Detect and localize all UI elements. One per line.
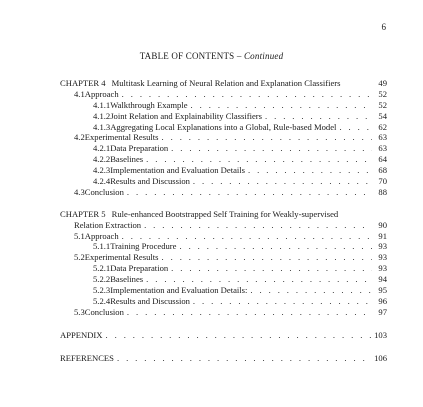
toc-entry[interactable] [60,252,387,263]
toc-entry[interactable] [60,143,387,154]
chapter-number: CHAPTER 5 [60,208,106,219]
toc-entry[interactable] [60,274,387,285]
chapter-title-cont: Relation Extraction [74,219,142,230]
toc-entry[interactable] [60,176,387,187]
chapter-page: 90 [378,219,387,230]
entry-title: Conclusion [84,186,124,197]
entry-page: 64 [378,154,387,165]
chapter-5-entries [60,231,387,318]
entry-number: 4.2.4 [93,176,111,187]
leader-dots [248,165,372,176]
leader-dots [191,100,372,111]
entry-title: Walkthrough Example [110,99,188,110]
entry-title: Joint Relation and Explainability Classifiers [110,110,262,121]
toc-entry[interactable] [60,165,387,176]
entry-number: 4.1.3 [93,121,111,132]
entry-title: Conclusion [84,306,124,317]
toc-chapter-5-cont[interactable] [60,220,387,231]
entry-number: 5.1.1 [93,241,111,252]
toc-entry[interactable] [60,111,387,122]
entry-page: 63 [378,143,387,154]
entry-number: 4.2.3 [93,165,111,176]
leader-dots [127,187,372,198]
leader-dots [193,176,372,187]
entry-title: Training Procedure [110,241,177,252]
entry-title: Data Preparation [110,263,169,274]
table-of-contents [60,78,387,363]
chapter-4-entries [60,89,387,198]
leader-dots [127,307,372,318]
appendix-title: APPENDIX [60,329,103,340]
spacer [60,318,387,330]
entry-page: 62 [378,121,387,132]
entry-title: Implementation and Evaluation Details: [110,285,248,296]
toc-entry[interactable] [60,100,387,111]
entry-page: 52 [378,88,387,99]
toc-entry[interactable] [60,89,387,100]
toc-references[interactable] [60,353,387,364]
entry-page: 96 [378,295,387,306]
toc-entry[interactable] [60,122,387,133]
leader-dots [162,252,373,263]
entry-page: 68 [378,165,387,176]
toc-entry[interactable] [60,154,387,165]
entry-number: 4.1 [74,88,85,99]
toc-entry[interactable] [60,241,387,252]
toc-entry[interactable] [60,296,387,307]
entry-page: 54 [378,110,387,121]
entry-title: Experimental Results [84,132,159,143]
toc-chapter-5[interactable] [60,209,387,220]
entry-title: Approach [84,230,119,241]
entry-title: Results and Discussion [110,295,190,306]
leader-dots [179,241,372,252]
entry-page: 95 [378,285,387,296]
entry-page: 63 [378,132,387,143]
entry-title: Implementation and Evaluation Details [110,165,246,176]
entry-number: 5.2.2 [93,274,111,285]
entry-number: 4.2.2 [93,154,111,165]
entry-page: 70 [378,176,387,187]
entry-title: Approach [84,88,119,99]
entry-page: 91 [378,230,387,241]
entry-page: 52 [378,99,387,110]
leader-dots [193,296,372,307]
spacer [60,198,387,209]
entry-number: 4.2.1 [93,143,111,154]
title-continued: Continued [243,51,284,61]
entry-title: Baselines [110,154,144,165]
entry-number: 4.2 [74,132,85,143]
leader-dots [265,111,372,122]
entry-number: 5.2 [74,252,85,263]
chapter-page: 49 [378,78,387,88]
spacer [60,341,387,353]
leader-dots [122,89,372,100]
toc-chapter-4[interactable] [60,78,387,89]
entry-page: 93 [378,241,387,252]
entry-number: 4.1.1 [93,99,111,110]
toc-entry[interactable] [60,231,387,242]
entry-title: Baselines [110,274,144,285]
appendix-page: 103 [374,329,387,340]
title-separator: – [234,51,244,61]
page-title [0,51,423,61]
leader-dots [171,263,372,274]
references-title: REFERENCES [60,352,114,363]
entry-page: 97 [378,306,387,317]
entry-title: Results and Discussion [110,176,190,187]
leader-dots [171,143,372,154]
chapter-number: CHAPTER 4 [60,78,106,88]
leader-dots [146,154,372,165]
leader-dots [144,220,372,231]
leader-dots [117,353,371,364]
toc-entry[interactable] [60,285,387,296]
chapter-title: Multitask Learning of Neural Relation and Explanation Classifiers [111,78,341,88]
entry-title: Data Preparation [110,143,169,154]
entry-number: 5.2.4 [93,295,111,306]
entry-page: 93 [378,263,387,274]
page-number: 6 [381,22,386,32]
title-main: TABLE OF CONTENTS [139,51,235,61]
entry-page: 88 [378,186,387,197]
leader-dots [339,122,372,133]
entry-page: 94 [378,274,387,285]
entry-title: Aggregating Local Explanations into a Global, Rule-based Model [110,121,337,132]
leader-dots [106,330,372,341]
entry-number: 5.2.3 [93,285,111,296]
toc-entry[interactable] [60,187,387,198]
toc-appendix[interactable] [60,330,387,341]
entry-number: 5.2.1 [93,263,111,274]
references-page: 106 [374,352,387,363]
toc-entry[interactable] [60,307,387,318]
entry-number: 4.3 [74,186,85,197]
entry-page: 93 [378,252,387,263]
toc-entry[interactable] [60,263,387,274]
entry-title: Experimental Results [84,252,159,263]
toc-entry[interactable] [60,132,387,143]
entry-number: 5.1 [74,230,85,241]
entry-number: 5.3 [74,306,85,317]
entry-number: 4.1.2 [93,110,111,121]
leader-dots [250,285,372,296]
leader-dots [122,231,372,242]
leader-dots [162,132,373,143]
chapter-title: Rule-enhanced Bootstrapped Self Training for Weakly-supervised [111,208,339,219]
leader-dots [146,274,372,285]
